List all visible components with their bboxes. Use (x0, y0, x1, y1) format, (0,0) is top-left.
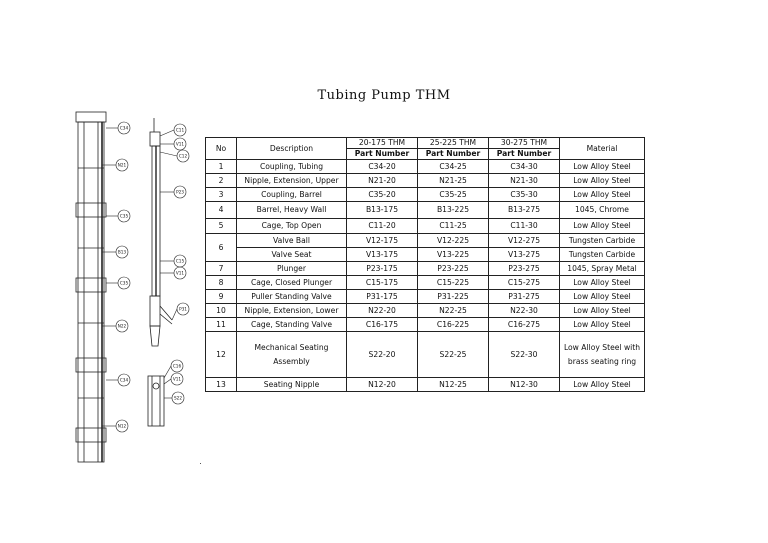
cell-part-1: V12-175 (347, 234, 418, 248)
cell-description: Cage, Top Open (237, 219, 347, 234)
parts-table-body (206, 160, 645, 392)
parts-table (205, 137, 645, 392)
cell-no: 13 (206, 378, 237, 392)
cell-part-2: B13-225 (418, 202, 489, 219)
cell-description: Valve Seat (237, 248, 347, 262)
cell-no: 10 (206, 304, 237, 318)
cell-description: Nipple, Extension, Lower (237, 304, 347, 318)
cell-part-1: N21-20 (347, 174, 418, 188)
cell-part-1: S22-20 (347, 332, 418, 378)
table-row (206, 304, 645, 318)
cell-material: Low Alloy Steel (560, 219, 645, 234)
callout-label: V11 (175, 141, 185, 147)
cell-part-2: N22-25 (418, 304, 489, 318)
cell-part-1: C16-175 (347, 318, 418, 332)
cell-part-2: C11-25 (418, 219, 489, 234)
table-row (206, 160, 645, 174)
header-model-3: 30-275 THM (489, 138, 560, 149)
callout-label: B13 (117, 249, 127, 255)
table-row (206, 378, 645, 392)
cell-part-3: B13-275 (489, 202, 560, 219)
cell-no: 8 (206, 276, 237, 290)
cell-description: Cage, Standing Valve (237, 318, 347, 332)
cell-no: 4 (206, 202, 237, 219)
cell-description: Puller Standing Valve (237, 290, 347, 304)
cell-material: 1045, Spray Metal (560, 262, 645, 276)
callout-label: S22 (174, 395, 182, 401)
callout-label: N12 (117, 423, 127, 429)
cell-part-3: S22-30 (489, 332, 560, 378)
cell-material: Low Alloy Steel (560, 276, 645, 290)
cell-part-3: C35-30 (489, 188, 560, 202)
cell-description: Barrel, Heavy Wall (237, 202, 347, 219)
cell-part-3: C34-30 (489, 160, 560, 174)
cell-part-2: P31-225 (418, 290, 489, 304)
header-no: No (206, 138, 237, 160)
callout-label: P31 (179, 306, 187, 312)
cell-part-3: C11-30 (489, 219, 560, 234)
cell-part-2: C16-225 (418, 318, 489, 332)
table-row (206, 248, 645, 262)
cell-material: Low Alloy Steel (560, 378, 645, 392)
table-row (206, 276, 645, 290)
cell-no: 3 (206, 188, 237, 202)
cell-material: Low Alloy Steel (560, 304, 645, 318)
cell-part-1: N12-20 (347, 378, 418, 392)
callout-label: C15 (175, 258, 185, 264)
table-row (206, 174, 645, 188)
cell-part-3: C15-275 (489, 276, 560, 290)
cell-part-2: V13-225 (418, 248, 489, 262)
table-row (206, 318, 645, 332)
page-title: Tubing Pump THM (317, 88, 451, 103)
callout-label: V11 (175, 270, 185, 276)
cell-part-2: P23-225 (418, 262, 489, 276)
stray-dot (200, 463, 201, 464)
cell-material: Tungsten Carbide (560, 234, 645, 248)
cell-no: 11 (206, 318, 237, 332)
table-row (206, 234, 645, 248)
cell-part-1: N22-20 (347, 304, 418, 318)
cell-part-1: C35-20 (347, 188, 418, 202)
table-row (206, 219, 645, 234)
callout-label: C11 (175, 127, 185, 133)
header-part-number-3: Part Number (489, 149, 560, 160)
cell-material: 1045, Chrome (560, 202, 645, 219)
cell-no: 2 (206, 174, 237, 188)
callout-label: C34 (119, 125, 129, 131)
cell-part-3: C16-275 (489, 318, 560, 332)
callout-label: C35 (119, 213, 129, 219)
callout-label: N21 (117, 162, 127, 168)
cell-part-1: B13-175 (347, 202, 418, 219)
cell-material: Low Alloy Steel (560, 160, 645, 174)
cell-part-1: V13-175 (347, 248, 418, 262)
cell-part-3: P31-275 (489, 290, 560, 304)
cell-material: Tungsten Carbide (560, 248, 645, 262)
cell-description: Plunger (237, 262, 347, 276)
cell-part-2: C35-25 (418, 188, 489, 202)
cell-part-1: C34-20 (347, 160, 418, 174)
callout-label: C34 (119, 377, 129, 383)
cell-material: Low Alloy Steel (560, 188, 645, 202)
cell-part-3: N22-30 (489, 304, 560, 318)
header-part-number-2: Part Number (418, 149, 489, 160)
header-model-1: 20-175 THM (347, 138, 418, 149)
cell-description: Seating Nipple (237, 378, 347, 392)
cell-material: Low Alloy Steel (560, 174, 645, 188)
callout-label: N22 (117, 323, 127, 329)
cell-part-2: S22-25 (418, 332, 489, 378)
pump-assembly-drawing (68, 108, 196, 468)
cell-part-1: P31-175 (347, 290, 418, 304)
cell-no: 9 (206, 290, 237, 304)
cell-part-3: N12-30 (489, 378, 560, 392)
table-row (206, 262, 645, 276)
cell-part-3: P23-275 (489, 262, 560, 276)
cell-no: 1 (206, 160, 237, 174)
cell-no: 7 (206, 262, 237, 276)
callout-label: C12 (178, 153, 188, 159)
cell-part-2: C34-25 (418, 160, 489, 174)
table-row (206, 332, 645, 378)
cell-part-2: N21-25 (418, 174, 489, 188)
table-row (206, 290, 645, 304)
cell-material: Low Alloy Steel with brass seating ring (560, 332, 645, 378)
cell-part-1: C15-175 (347, 276, 418, 290)
cell-description: Mechanical Seating Assembly (237, 332, 347, 378)
table-row (206, 188, 645, 202)
cell-part-3: N21-30 (489, 174, 560, 188)
callout-label: C16 (172, 363, 182, 369)
cell-description: Coupling, Barrel (237, 188, 347, 202)
cell-material: Low Alloy Steel (560, 290, 645, 304)
callout-label: P23 (176, 189, 184, 195)
cell-material: Low Alloy Steel (560, 318, 645, 332)
cell-description: Cage, Closed Plunger (237, 276, 347, 290)
cell-part-2: V12-225 (418, 234, 489, 248)
header-model-2: 25-225 THM (418, 138, 489, 149)
cell-description: Nipple, Extension, Upper (237, 174, 347, 188)
cell-part-3: V12-275 (489, 234, 560, 248)
callout-label: C35 (119, 280, 129, 286)
callout-label: V11 (172, 376, 182, 382)
cell-part-2: C15-225 (418, 276, 489, 290)
header-material: Material (560, 138, 645, 160)
cell-description: Coupling, Tubing (237, 160, 347, 174)
header-part-number-1: Part Number (347, 149, 418, 160)
cell-no: 5 (206, 219, 237, 234)
cell-no: 6 (206, 234, 237, 262)
cell-part-2: N12-25 (418, 378, 489, 392)
cell-no: 12 (206, 332, 237, 378)
cell-part-3: V13-275 (489, 248, 560, 262)
cell-part-1: C11-20 (347, 219, 418, 234)
cell-part-1: P23-175 (347, 262, 418, 276)
table-row (206, 202, 645, 219)
cell-description: Valve Ball (237, 234, 347, 248)
header-description: Description (237, 138, 347, 160)
